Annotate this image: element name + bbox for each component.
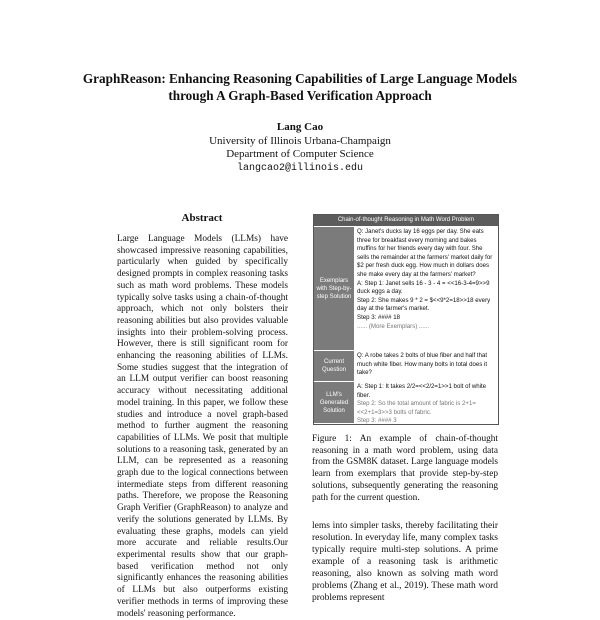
author-name: Lang Cao <box>276 121 324 133</box>
figure-row-exemplars <box>314 227 498 351</box>
figure-1 <box>313 214 499 425</box>
abstract-heading: Abstract <box>181 212 223 224</box>
figure-exemplar-content <box>354 227 498 351</box>
author-email: langcao2@illinois.edu <box>236 162 364 174</box>
paper-title: GraphReason: Enhancing Reasoning Capabilities of Large Language Models through A Graph-Based Verification Approach <box>82 71 518 103</box>
figure-label-exemplars: Exemplars with Step-by-step Solution <box>314 227 354 351</box>
exemplar-step-1: A: Step 1: Janet sells 16 - 3 - 4 = <<16-3-4=9>>9 duck eggs a day. <box>357 279 490 296</box>
generated-step-3: Step 3: #### 3 <box>357 417 397 425</box>
figure-label-generated: LLM's Generated Solution <box>314 382 354 424</box>
abstract-text: Large Language Models (LLMs) have showcased impressive reasoning capabilities, particularly when guided by specifically designed prompts in complex reasoning tasks such as math word problems. These models typically solve tasks using a chain-of-thought approach, which not only bolsters their reasoning abilities but also provides valuable insights into their problem-solving process. However, there is still significant room for enhancing the reasoning abilities of LLMs. Some studies suggest that the integration of an LLM output verifier can boost reasoning accuracy without necessitating additional model training. In this paper, we follow these studies and introduce a novel graph-based method to further augment the reasoning capabilities of LLMs. We posit that multiple solutions to a reasoning task, generated by an LLM, can be represented as a reasoning graph due to the logical connections between intermediate steps from different reasoning paths. Therefore, we propose the Reasoning Graph Verifier (GraphReason) to analyze and verify the solutions generated by LLMs. By evaluating these graphs, models can yield more accurate and reliable results.Our experimental results show that our graph-based verification method not only significantly enhances the reasoning abilities of LLMs but also outperforms existing verifier methods in terms of improving these models' reasoning performance. <box>117 234 288 619</box>
current-question: Q: A robe takes 2 bolts of blue fiber and half that much white fiber. How many bolts in total does it take? <box>357 352 488 377</box>
exemplar-question: Q: Janet's ducks lay 16 eggs per day. She eats three for breakfast every morning and bakes muffins for her friends every day with four. She sells the remainder at the farmers' market daily for $2 per fresh duck egg. How much in dollars does she make every day at the farmers' market? <box>357 228 493 278</box>
figure-generated-content <box>354 382 498 424</box>
figure-row-current <box>314 351 498 382</box>
affiliation-department: Department of Computer Science <box>226 148 374 160</box>
figure-header: Chain-of-thought Reasoning in Math Word Problem <box>314 215 498 226</box>
figure-label-current: Current Question <box>314 351 354 382</box>
body-text: lems into simpler tasks, thereby facilitating their resolution. In everyday life, many complex tasks typically require multi-step solutions. A prime example of a reasoning task is arithmetic reasoning, also known as solving math word problems (Zhang et al., 2019). These math word problems represent <box>312 521 498 603</box>
abstract-body <box>117 234 288 619</box>
generated-step-1: A: Step 1: It takes 2/2=<<2/2=1>>1 bolt of white fiber. <box>357 383 487 399</box>
more-exemplars: ...... (More Exemplars) ...... <box>357 322 430 330</box>
affiliation-university: University of Illinois Urbana-Champaign <box>209 134 391 147</box>
figure-caption: Figure 1: An example of chain-of-thought reasoning in a math word problem, using data from the GSM8K dataset. Large language models learn from exemplars that provide step-by-step solutions, subsequently generating the reasoning path for the current question. <box>312 434 498 503</box>
exemplar-step-3: Step 3: #### 18 <box>357 313 401 321</box>
figure-current-content <box>354 351 498 382</box>
author-block <box>100 121 500 175</box>
figure-row-generated <box>314 382 498 424</box>
generated-step-2: Step 2: So the total amount of fabric is 2+1=<<2+1=3>>3 bolts of fabric. <box>357 400 476 416</box>
exemplar-step-2: Step 2: She makes 9 * 2 = $<<9*2=18>>18 every day at the farmer's market. <box>357 296 491 313</box>
